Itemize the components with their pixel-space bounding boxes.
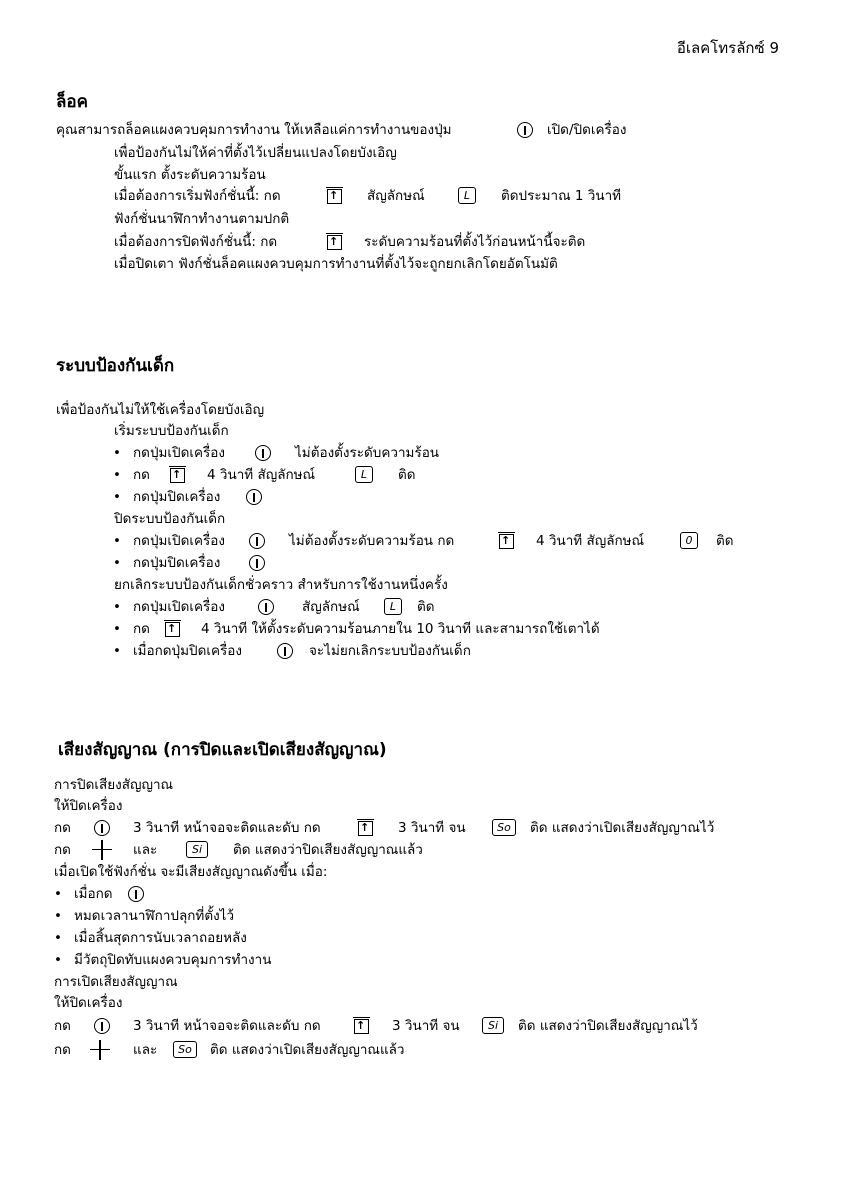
child-off-title: ปิดระบบป้องกันเด็ก	[114, 511, 226, 527]
zero-symbol-icon: 0	[680, 532, 698, 549]
sound-on-symbol-icon: So	[492, 819, 516, 836]
sound-turn-off-1: ให้ปิดเครื่อง	[54, 798, 123, 814]
sound-press: กด	[54, 1042, 71, 1058]
power-icon	[258, 599, 274, 615]
child-start-title: เริ่มระบบป้องกันเด็ก	[114, 423, 229, 439]
child-s2a: • กด	[133, 465, 150, 485]
child-t1c: ติด	[417, 599, 435, 615]
lock-line-4: ฟังก์ชั่นนาฬิกาทำงานตามปกติ	[114, 211, 290, 227]
sound-c3: ติด แสดงว่าปิดเสียงสัญญาณไว้	[518, 1018, 698, 1034]
power-icon	[128, 886, 144, 902]
child-t1b: สัญลักษณ์	[302, 599, 360, 615]
lock-line-1: เพื่อป้องกันไม่ให้ค่าที่ตั้งไว้เปลี่ยนแปลงโดยบังเอิญ	[114, 145, 397, 161]
lock-title: ล็อค	[56, 92, 88, 112]
sound-w1: • เมื่อกด	[74, 884, 113, 904]
child-o1b: ไม่ต้องตั้งระดับความร้อน กด	[289, 533, 455, 549]
sound-off-title: การปิดเสียงสัญญาณ	[54, 777, 174, 793]
child-s2b: 4 วินาที สัญลักษณ์	[207, 467, 316, 483]
child-t1a: • กดปุ่มเปิดเครื่อง	[133, 597, 225, 617]
child-intro: เพื่อป้องกันไม่ให้ใช้เครื่องโดยบังเอิญ	[56, 402, 265, 418]
power-icon	[249, 533, 265, 549]
power-icon	[277, 643, 293, 659]
sound-w3: • เมื่อสิ้นสุดการนับเวลาถอยหลัง	[74, 928, 247, 948]
sound-press: กด	[54, 842, 71, 858]
child-temp-title: ยกเลิกระบบป้องกันเด็กชั่วคราว สำหรับการใช้งานหนึ่งครั้ง	[114, 577, 448, 593]
child-title: ระบบป้องกันเด็ก	[56, 356, 175, 376]
key-icon	[358, 821, 373, 836]
power-icon	[517, 122, 533, 138]
sound-press: กด	[54, 820, 71, 836]
lock-line-3c: ติดประมาณ 1 วินาที	[501, 188, 622, 204]
sound-on-title: การเปิดเสียงสัญญาณ	[54, 974, 178, 990]
key-icon	[170, 468, 185, 483]
child-o2: • กดปุ่มปิดเครื่อง	[133, 553, 220, 573]
key-icon	[354, 1019, 369, 1034]
power-icon	[246, 489, 262, 505]
sound-a1: 3 วินาที หน้าจอจะติดและดับ กด	[133, 1018, 321, 1034]
lock-symbol-icon: L	[384, 598, 402, 615]
child-o1c: 4 วินาที สัญลักษณ์	[536, 533, 645, 549]
sound-turn-off-2: ให้ปิดเครื่อง	[54, 995, 123, 1011]
sound-off-symbol-icon: Si	[482, 1017, 504, 1034]
lock-symbol-icon: L	[458, 187, 476, 204]
lock-line-3a: เมื่อต้องการเริ่มฟังก์ชั่นนี้: กด	[114, 188, 281, 204]
lock-line-3b: สัญลักษณ์	[367, 188, 425, 204]
sound-and: และ	[133, 842, 158, 858]
lock-symbol-icon: L	[355, 466, 373, 483]
sound-w4: • มีวัตถุปิดทับแผงควบคุมการทำงาน	[74, 950, 271, 970]
lock-line-2: ขั้นแรก ตั้งระดับความร้อน	[114, 167, 266, 183]
child-t2a: • กด	[133, 619, 150, 639]
child-s2c: ติด	[398, 467, 416, 483]
power-icon	[255, 445, 271, 461]
sound-press: กด	[54, 1018, 71, 1034]
sound-a1: 3 วินาที หน้าจอจะติดและดับ กด	[133, 820, 321, 836]
sound-and: และ	[133, 1042, 158, 1058]
power-icon	[249, 555, 265, 571]
lock-line-5a: เมื่อต้องการปิดฟังก์ชั่นนี้: กด	[114, 234, 278, 250]
lock-line-5b: ระดับความร้อนที่ตั้งไว้ก่อนหน้านี้จะติด	[364, 234, 586, 250]
power-icon	[94, 1018, 110, 1034]
sound-title: เสียงสัญญาณ (การปิดและเปิดเสียงสัญญาณ)	[58, 740, 387, 760]
plus-icon	[92, 840, 112, 860]
sound-b1: ติด แสดงว่าปิดเสียงสัญญาณแล้ว	[233, 842, 423, 858]
child-t3b: จะไม่ยกเลิกระบบป้องกันเด็ก	[309, 643, 471, 659]
child-s1b: ไม่ต้องตั้งระดับความร้อน	[295, 445, 440, 461]
lock-line-6: เมื่อปิดเตา ฟังก์ชั่นล็อคแผงควบคุมการทำงานที่ตั้งไว้จะถูกยกเลิกโดยอัตโนมัติ	[114, 256, 558, 272]
child-o1d: ติด	[716, 533, 734, 549]
child-t3a: • เมื่อกดปุ่มปิดเครื่อง	[133, 641, 242, 661]
sound-a3: ติด แสดงว่าเปิดเสียงสัญญาณไว้	[530, 820, 715, 836]
plus-icon	[90, 1040, 110, 1060]
sound-off-symbol-icon: Si	[186, 841, 208, 858]
key-icon	[165, 622, 180, 637]
child-o1a: • กดปุ่มเปิดเครื่อง	[133, 531, 225, 551]
page-header: อีเลคโทรลักซ์ 9	[676, 39, 779, 57]
lock-intro-end: เปิด/ปิดเครื่อง	[547, 122, 627, 138]
sound-d1: ติด แสดงว่าเปิดเสียงสัญญาณแล้ว	[210, 1042, 405, 1058]
key-icon	[499, 534, 514, 549]
key-icon	[327, 235, 342, 250]
sound-a2: 3 วินาที จน	[392, 1018, 460, 1034]
sound-w2: • หมดเวลานาฬิกาปลุกที่ตั้งไว้	[74, 906, 234, 926]
sound-when: เมื่อเปิดใช้ฟังก์ชั่น จะมีเสียงสัญญาณดังขึ้น เมื่อ:	[54, 864, 328, 880]
sound-a2: 3 วินาที จน	[398, 820, 466, 836]
power-icon	[94, 820, 110, 836]
lock-intro: คุณสามารถล็อคแผงควบคุมการทำงาน ให้เหลือแค่การทำงานของปุ่ม	[56, 122, 452, 138]
key-icon	[327, 189, 342, 204]
sound-on-symbol-icon: So	[173, 1041, 197, 1058]
child-t2b: 4 วินาที ให้ตั้งระดับความร้อนภายใน 10 วินาที และสามารถใช้เตาได้	[201, 621, 600, 637]
child-s3: • กดปุ่มปิดเครื่อง	[133, 487, 220, 507]
child-s1a: • กดปุ่มเปิดเครื่อง	[133, 443, 225, 463]
